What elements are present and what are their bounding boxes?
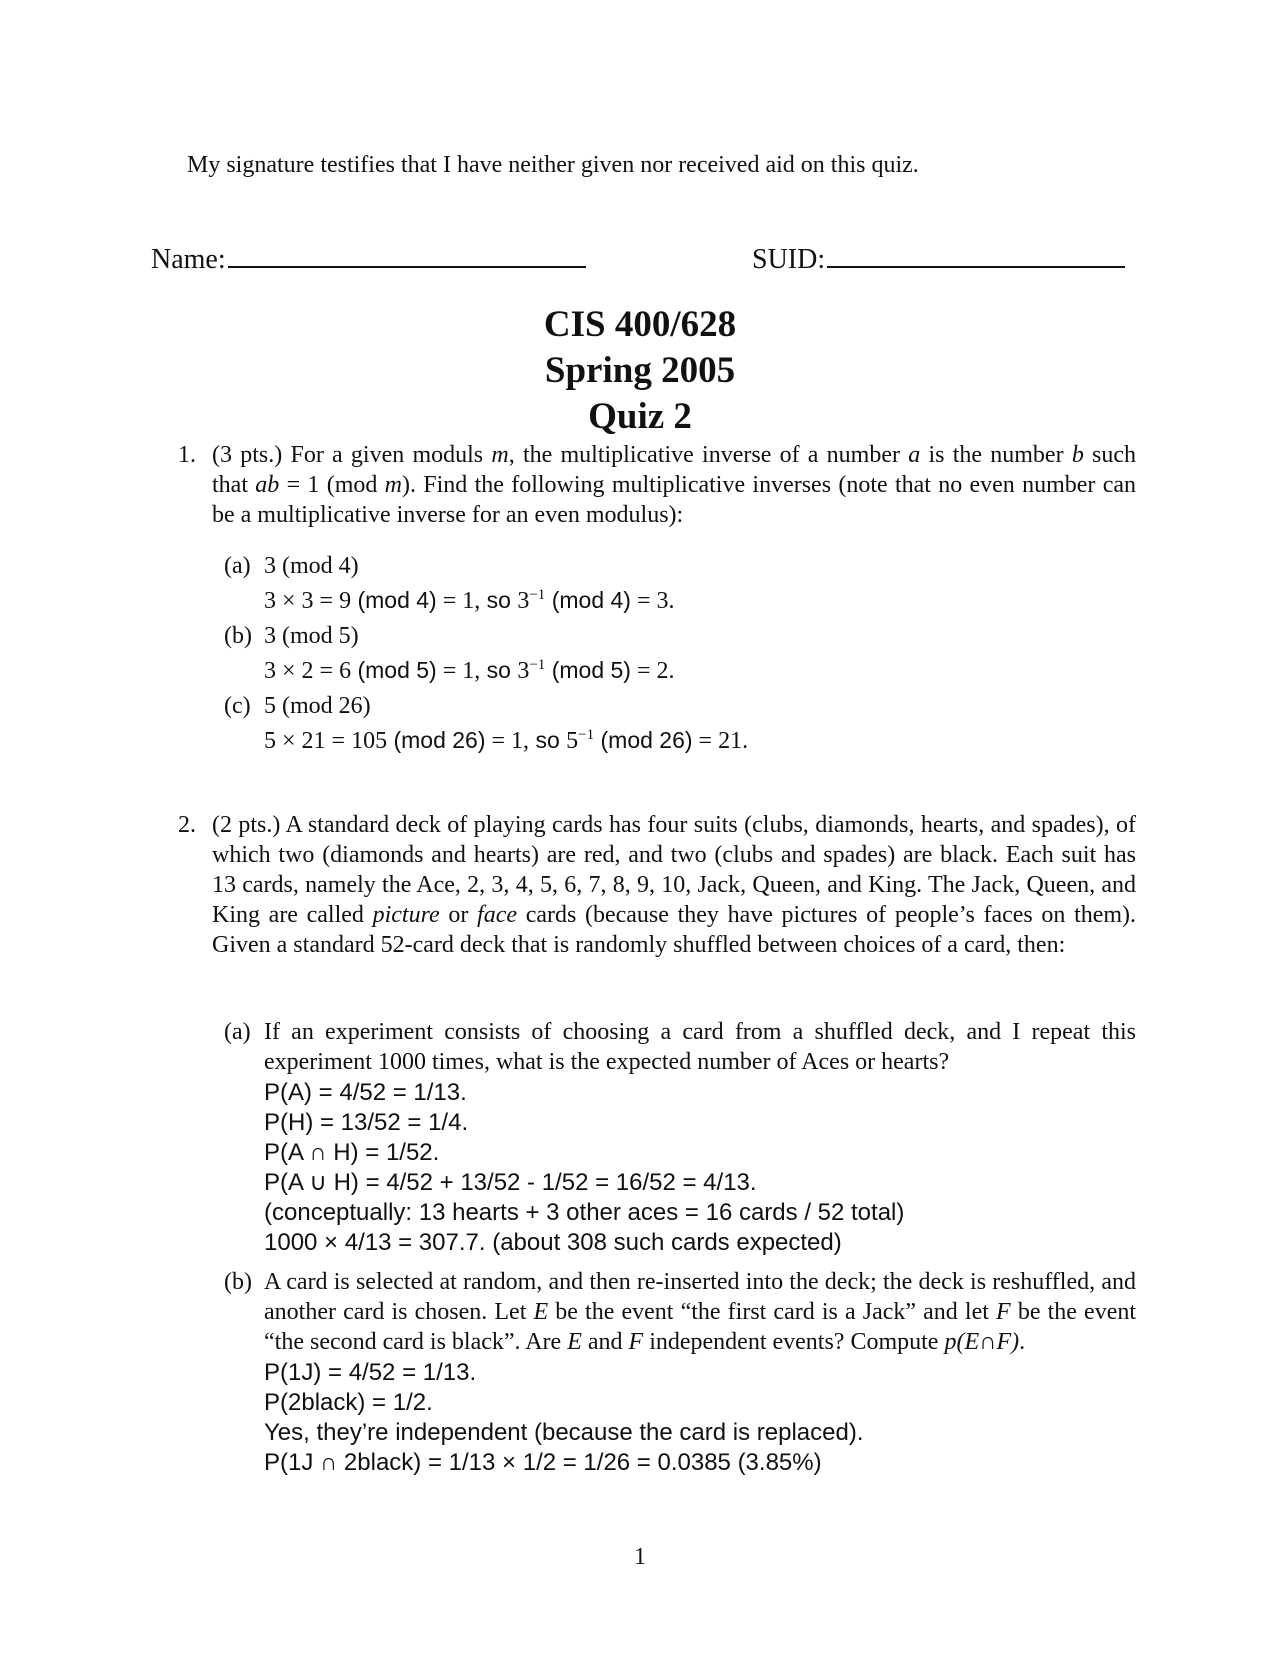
- question-1b: [224, 621, 1136, 651]
- answer-line: P(1J) = 4/52 = 1/13.: [264, 1359, 477, 1386]
- part-label: (b): [224, 1269, 252, 1295]
- suid-field: [752, 240, 1125, 276]
- question-1: [178, 440, 1136, 530]
- math-var: E: [533, 1299, 549, 1325]
- answer-2b: [264, 1358, 864, 1478]
- math-var: F: [996, 1299, 1011, 1325]
- question-text: (2 pts.) A standard deck of playing cards has four suits (clubs, diamonds, hearts, and spades), of which two (diamonds and hearts) are red, and two (clubs and spades) are black. Each suit has 13 cards, namely the Ace, 2, 3, 4, 5, 6, 7, 8, 9, 10, Jack, Queen, and King. The Jack, Queen, and King are called picture or face cards (because they have pictures of people’s faces on them). Given a standard 52-card deck that is randomly shuffled between choices of a card, then:: [212, 812, 1137, 958]
- suid-blank-line[interactable]: [827, 240, 1125, 268]
- math-var: m: [384, 472, 402, 498]
- math-var: m: [491, 442, 509, 468]
- answer-line: P(2black) = 1/2.: [264, 1389, 433, 1416]
- question-number: 2.: [178, 812, 196, 838]
- math-var: E: [567, 1329, 582, 1355]
- answer-1c: 5 × 21 = 105 (mod 26) = 1, so $5^{-1}$ (mod 26) = 21.: [264, 727, 749, 754]
- part-question: 3 (mod 5): [264, 623, 359, 649]
- name-blank-line[interactable]: [228, 240, 586, 268]
- question-2b: [224, 1267, 1136, 1357]
- part-question: A card is selected at random, and then re-inserted into the deck; the deck is reshuffled, and another card is chosen. Let E be the event “the first card is a Jack” and let F be the event “the second card is black”. Are E and F independent events? Compute p(E∩F).: [264, 1269, 1137, 1355]
- part-question: 3 (mod 4): [264, 553, 359, 579]
- page-number: 1: [634, 1544, 646, 1570]
- suid-label: SUID:: [752, 244, 826, 275]
- answer-line: Yes, they’re independent (because the card is replaced).: [264, 1419, 864, 1446]
- emphasis: picture: [372, 902, 440, 928]
- term-title: Spring 2005: [544, 350, 736, 391]
- quiz-title: Quiz 2: [588, 396, 692, 437]
- part-label: (b): [224, 623, 252, 649]
- emphasis: face: [477, 902, 518, 928]
- answer-line: P(A ∩ H) = 1/52.: [264, 1139, 440, 1166]
- answer-line: P(A) = 4/52 = 1/13.: [264, 1079, 467, 1106]
- part-question: If an experiment consists of choosing a card from a shuffled deck, and I repeat this experiment 1000 times, what is the expected number of Aces or hearts?: [264, 1019, 1136, 1075]
- quiz-title-block: [0, 302, 1280, 440]
- question-1c: [224, 691, 1136, 721]
- question-text: (3 pts.) For a given moduls m, the multiplicative inverse of a number a is the number b such that ab = 1 (mod m). Find the following multiplicative inverses (note that no even number can be a multiplicative inverse for an even modulus):: [212, 442, 1137, 528]
- name-field: [151, 240, 586, 276]
- answer-2a: [264, 1078, 904, 1258]
- part-label: (a): [224, 1019, 251, 1045]
- math-expr: ab: [255, 472, 280, 498]
- question-2: [178, 810, 1136, 960]
- math-expr: p(E∩F): [944, 1329, 1020, 1355]
- part-label: (a): [224, 553, 251, 579]
- question-1a: [224, 551, 1136, 581]
- part-label: (c): [224, 693, 251, 719]
- math-var: F: [628, 1329, 644, 1355]
- math-var: a: [908, 442, 921, 468]
- answer-1b: 3 × 2 = 6 (mod 5) = 1, so $3^{-1}$ (mod 5) = 2.: [264, 657, 675, 684]
- answer-line: P(H) = 13/52 = 1/4.: [264, 1109, 469, 1136]
- name-label: Name:: [151, 244, 226, 275]
- signature-statement: My signature testifies that I have neither given nor received aid on this quiz.: [187, 152, 919, 178]
- course-title: CIS 400/628: [543, 304, 737, 345]
- answer-1a: 3 × 3 = 9 (mod 4) = 1, so $3^{-1}$ (mod 4) = 3.: [264, 587, 675, 614]
- question-2a: [224, 1017, 1136, 1077]
- answer-line: 1000 × 4/13 = 307.7. (about 308 such cards expected): [264, 1229, 842, 1256]
- part-question: 5 (mod 26): [264, 693, 371, 719]
- question-number: 1.: [178, 442, 196, 468]
- math-var: b: [1071, 442, 1084, 468]
- answer-line: (conceptually: 13 hearts + 3 other aces = 16 cards / 52 total): [264, 1199, 905, 1226]
- answer-line: P(1J ∩ 2black) = 1/13 × 1/2 = 1/26 = 0.0385 (3.85%): [264, 1449, 822, 1476]
- answer-line: P(A ∪ H) = 4/52 + 13/52 - 1/52 = 16/52 = 4/13.: [264, 1169, 757, 1196]
